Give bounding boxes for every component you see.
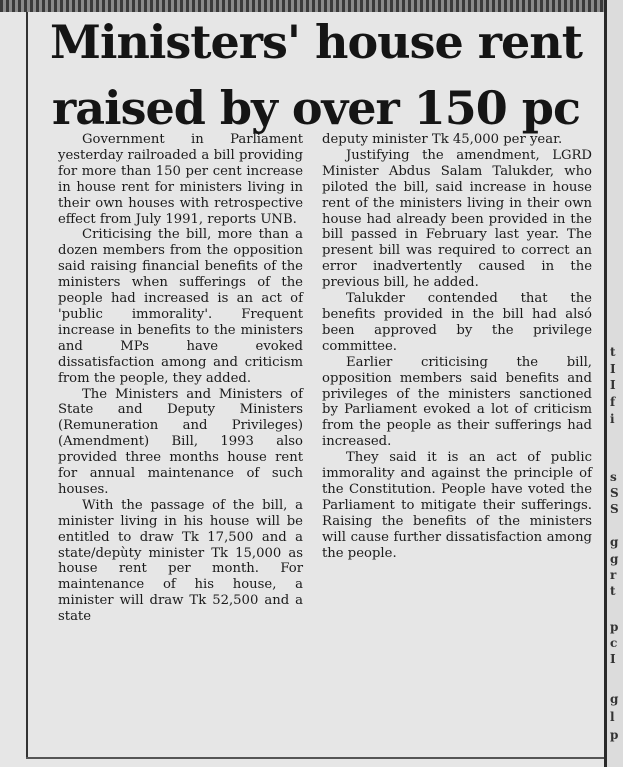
margin-letter: g [610, 692, 619, 706]
margin-letter: g [610, 535, 619, 549]
margin-letter: S [610, 486, 619, 500]
paragraph: deputy minister Tk 45,000 per year. [322, 132, 563, 147]
margin-letter: s [610, 470, 617, 484]
headline-line-2: raised by over 150 pc [52, 81, 580, 135]
margin-letter: g [610, 552, 619, 566]
margin-letter: I [610, 362, 616, 376]
headline-line-1: Ministers' house rent [50, 15, 582, 69]
paragraph: Criticising the bill, more than a dozen members from the opposition said raising financial benefits of the ministers when sufferings of the people had increased is an act of 'public immorality'. Frequent increase in benefits to the ministers and MPs have evoked dissatisfaction among and criticism from the people, they added. [58, 227, 303, 386]
margin-letter: r [610, 568, 617, 582]
margin-letter: t [610, 584, 616, 598]
paragraph: With the passage of the bill, a minister living in his house will be entitled to draw Tk 17,500 and a state/depùty minister Tk 15,000 as house rent per month. For maintenance of his house, a minister will draw Tk 52,500 and a state [58, 497, 303, 625]
margin-letter: t [610, 345, 616, 359]
paragraph: Justifying the amendment, LGRD Minister Abdus Salam Talukder, who piloted the bill, said increase in house rent of the ministers living in their own house had already been provided in the bill passed in February last year. The present bill was required to correct an error inadvertently caused in the previous bill, he added. [322, 147, 592, 291]
margin-letter: i [610, 412, 615, 426]
margin-letter: I [610, 652, 616, 666]
margin-letter: f [610, 395, 616, 409]
margin-letter: p [610, 620, 619, 634]
paragraph: The Ministers and Ministers of State and Deputy Ministers (Remuneration and Privileges) (Amendment) Bill, 1993 also provided three months house rent for annual maintenance of such houses. [58, 386, 303, 497]
margin-letter: c [610, 636, 618, 650]
article-column-1 [58, 132, 303, 625]
paragraph: Government in Parliament yesterday railroaded a bill providing for more than 150 per cent increase in house rent for ministers living in their own houses with retrospective effect from July 1991, reports UNB. [58, 132, 303, 227]
paragraph: They said it is an act of public immorality and against the principle of the Constitution. People have voted the Parliament to mitigate their sufferings. Raising the benefits of the ministers will cause further dissatisfaction among the people. [322, 450, 592, 561]
article-column-2 [322, 132, 592, 561]
margin-letter: I [610, 378, 616, 392]
paragraph: Earlier criticising the bill, opposition members said benefits and privileges of the ministers sanctioned by Parliament evoked a lot of criticism from the people as their sufferings had increased. [322, 354, 592, 450]
top-border-band [0, 0, 604, 12]
margin-letter: p [610, 728, 619, 742]
paragraph: Talukder contended that the benefits provided in the bill had alsó been approved by the privilege committee. [322, 291, 592, 354]
adjacent-column-fragment [607, 0, 623, 767]
bottom-rule [26, 757, 606, 759]
margin-letter: S [610, 502, 619, 516]
margin-letter: l [610, 710, 615, 724]
